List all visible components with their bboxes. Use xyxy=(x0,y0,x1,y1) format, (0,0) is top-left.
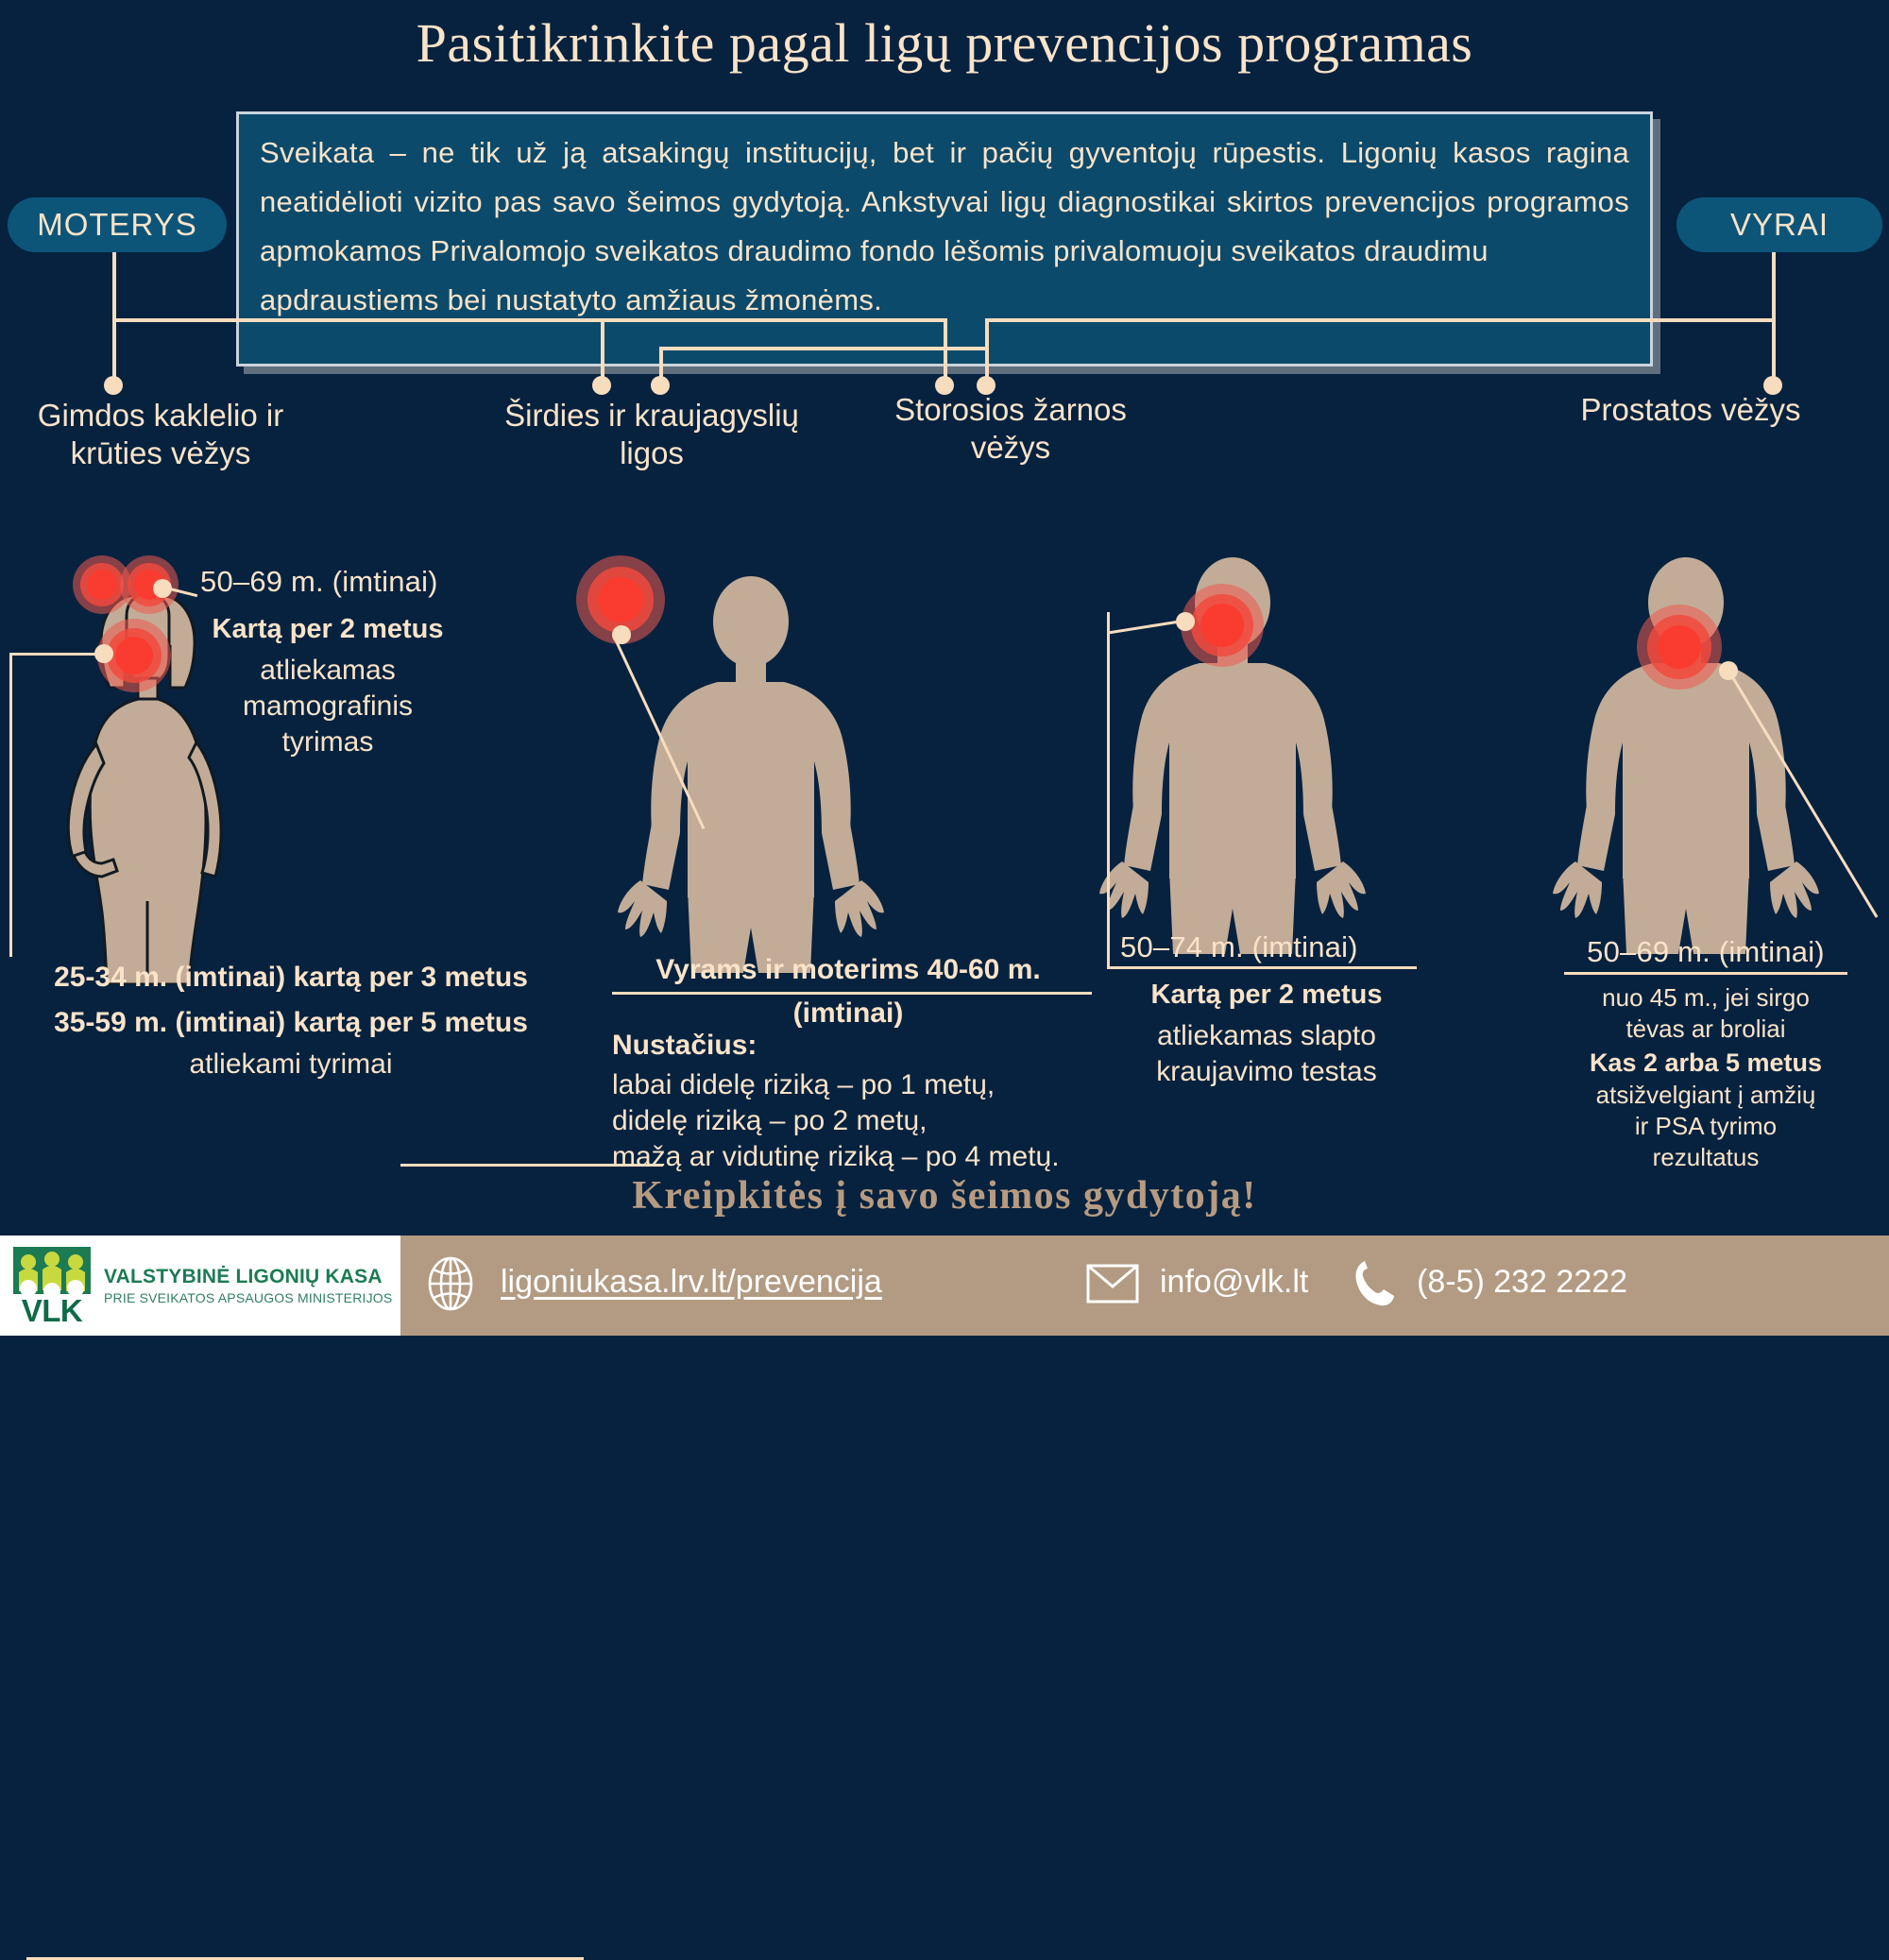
intro-paragraph-1: Sveikata – ne tik už ją atsakingų institucijų, bet ir pačių gyventojų rūpestis. Ligonių kasos ragina neatidėlioti vizito pas savo šeimos gydytoją. Ankstyvai ligų diagnostikai skirtos prevencijos programos apmokamos Privalomojo sveikatos draudimo fondo lėšomis privalomuoju sveikatos draudimu xyxy=(260,136,1629,267)
leader-line-colon-v xyxy=(1107,612,1110,969)
callout-prostate-detail-3: atsižvelgiant į amžių xyxy=(1595,1081,1816,1109)
connector-dot-col1 xyxy=(104,376,123,395)
column-heading-prostate: Prostatos vėžys xyxy=(1580,392,1801,427)
callout-prostate-age: 50–69 m. (imtinai) xyxy=(1587,935,1825,968)
callout-prostate-detail-2: tėvas ar broliai xyxy=(1625,1014,1786,1043)
website-link[interactable]: ligoniukasa.lrv.lt/prevencija xyxy=(501,1264,882,1300)
connector-women-stem xyxy=(112,252,116,318)
connector-drop-col2 xyxy=(601,318,604,381)
callout-breast xyxy=(200,565,512,760)
callout-colon-detail-1: atliekamas slapto xyxy=(1157,1020,1376,1051)
callout-cv-risk-3: mažą ar vidutinę riziką – po 4 metų. xyxy=(612,1141,1060,1172)
connector-men-elbow-vertical xyxy=(985,318,989,347)
callout-age-breast: 50–69 m. (imtinai) xyxy=(200,565,438,598)
phone-number[interactable]: (8-5) 232 2222 xyxy=(1417,1264,1628,1300)
callout-colon-age: 50–74 m. (imtinai) xyxy=(1120,930,1358,963)
callout-prostate xyxy=(1564,935,1876,1173)
vlk-logo-abbr: VLK xyxy=(13,1294,91,1328)
callout-detail-breast-1: atliekamas xyxy=(260,655,396,686)
envelope-icon xyxy=(1086,1264,1139,1308)
vlk-logo-name: VALSTYBINĖ LIGONIŲ KASA xyxy=(104,1266,383,1287)
callout-prostate-detail-4: ir PSA tyrimo xyxy=(1634,1112,1778,1140)
intro-paragraph-2: apdraustiems bei nustatyto amžiaus žmonėms. xyxy=(260,283,883,316)
intro-text xyxy=(260,128,1629,325)
connector-men-lower-bus xyxy=(659,347,989,350)
callout-prostate-detail-1: nuo 45 m., jei sirgo xyxy=(1602,983,1810,1012)
connector-dot-col2 xyxy=(592,376,611,395)
callout-prostate-detail-5: rezultatus xyxy=(1652,1143,1760,1171)
page-title: Pasitikrinkite pagal ligų prevencijos programas xyxy=(416,12,1473,74)
callout-frequency-breast: Kartą per 2 metus xyxy=(212,614,444,644)
column-heading-cervical-breast: Gimdos kaklelio ir krūties vėžys xyxy=(37,398,284,470)
call-to-action: Kreipkitės į savo šeimos gydytoją! xyxy=(632,1174,1257,1218)
column-heading-cardiovascular: Širdies ir kraujagyslių ligos xyxy=(504,398,799,470)
callout-cv-age-2: (imtinai) xyxy=(792,997,904,1029)
callout-colon-frequency: Kartą per 2 metus xyxy=(1150,980,1383,1010)
callout-cv-age-1: Vyrams ir moterims 40-60 m. xyxy=(655,954,1041,985)
callout-prostate-frequency: Kas 2 arba 5 metus xyxy=(1589,1048,1823,1077)
vlk-logo-subtitle: PRIE SVEIKATOS APSAUGOS MINISTERIJOS xyxy=(104,1290,393,1305)
callout-colon-detail-2: kraujavimo testas xyxy=(1156,1056,1377,1087)
connector-drop-col1 xyxy=(112,318,116,381)
callout-cv-risk-2: didelę riziką – po 2 metų, xyxy=(612,1105,927,1136)
callout-cervical xyxy=(17,962,574,1082)
connector-men-stem xyxy=(1772,252,1776,318)
phone-icon xyxy=(1353,1258,1396,1312)
callout-cardiovascular xyxy=(612,954,1103,1030)
connector-drop-col4 xyxy=(1772,318,1776,381)
email-address[interactable]: info@vlk.lt xyxy=(1160,1264,1309,1300)
callout-cv-lead: Nustačius: xyxy=(612,1030,757,1061)
callout-detail-breast-2: mamografinis xyxy=(242,690,414,722)
connector-men-bus xyxy=(985,318,1776,322)
connector-dot-col2-men xyxy=(651,376,670,395)
callout-cervical-line3: atliekami tyrimai xyxy=(189,1048,393,1080)
callout-cervical-line2: 35-59 m. (imtinai) kartą per 5 metus xyxy=(54,1007,528,1038)
callout-cardiovascular-detail xyxy=(612,1030,1103,1175)
gender-tag-men: VYRAI xyxy=(1676,197,1882,252)
callout-detail-breast-3: tyrimas xyxy=(281,726,374,758)
callout-colorectal xyxy=(1120,930,1432,1090)
male-silhouette-cardiovascular xyxy=(604,576,897,973)
connector-women-bus xyxy=(112,318,947,322)
callout-cv-risk-1: labai didelę riziką – po 1 metų, xyxy=(612,1069,996,1100)
gender-tag-women: MOTERYS xyxy=(8,197,227,252)
globe-icon xyxy=(427,1256,474,1316)
column-heading-colorectal: Storosios žarnos vėžys xyxy=(894,392,1127,465)
callout-cervical-line1: 25-34 m. (imtinai) kartą per 3 metus xyxy=(54,962,528,993)
leader-line-cervix-h xyxy=(9,653,100,656)
connector-drop-col3-men xyxy=(985,347,989,381)
leader-line-cervix-v xyxy=(9,653,12,957)
